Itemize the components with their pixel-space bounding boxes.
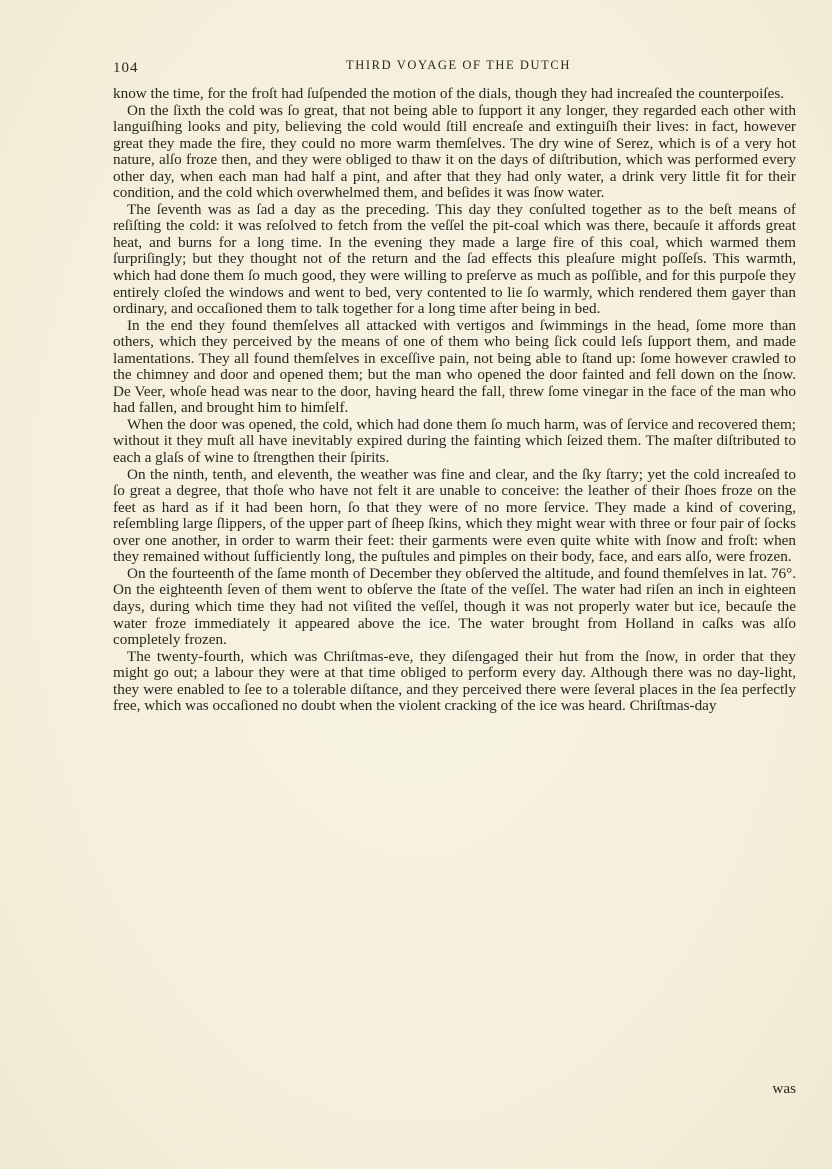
paragraph: The twenty-fourth, which was Chriſtmas-eve, they diſengaged their hut from the ſnow, in order that they might go out; a labour they were at that time obliged to perform every day. Although there was no day-light, they were enabled to ſee to a tolerable diſtance, and they perceived there were ſeveral places in the ſea perfectly free, which was occaſioned no doubt when the violent cracking of the ice was heard. Chriſtmas-day (113, 647, 796, 715)
paragraph: know the time, for the froſt had ſuſpended the motion of the dials, though they had increaſed the counterpoiſes. (113, 85, 785, 102)
paragraph: On the ninth, tenth, and eleventh, the weather was fine and clear, and the ſky ſtarry; yet the cold increaſed to ſo great a degree, that thoſe who have not felt it are unable to conceive: the leather of their ſhoes froze on the feet as hard as if it had been horn, ſo that they were of no more ſervice. They made a kind of covering, reſembling large ſlippers, of the upper part of ſheep ſkins, which they might wear with three or four pair of ſocks over one another, in order to warm their feet: their garments were even quite white with ſnow and froſt: when they remained without ſufficiently long, the puſtules and pimples on their body, face, and ears alſo, were frozen. (113, 465, 796, 566)
paragraph: In the end they found themſelves all attacked with vertigos and ſwimmings in the head, ſome more than others, which they perceived by the means of one of them who being ſick could leſs ſupport them, and made lamentations. They all found themſelves in exceſſive pain, not being able to ſtand up: ſome however crawled to the chimney and door and opened them; but the man who opened the door fainted and fell down on the ſnow. De Veer, whoſe head was near to the door, having heard the fall, threw ſome vinegar in the face of the man who had fallen, and brought him to himſelf. (113, 316, 796, 417)
paragraph: On the fourteenth of the ſame month of December they obſerved the altitude, and found themſelves in lat. 76°. On the eighteenth ſeven of them went to obſerve the ſtate of the veſſel. The water had riſen an inch in eighteen days, during which time they had not viſited the veſſel, though it was not properly water but ice, becauſe the water froze immediately it appeared above the ice. The water brought from Holland in caſks was alſo completely frozen. (113, 564, 796, 649)
paragraph: The ſeventh was as ſad a day as the preceding. This day they conſulted together as to the beſt means of reſiſting the cold: it was reſolved to fetch from the veſſel the pit-coal which was there, becauſe it affords great heat, and burns for a long time. In the evening they made a large fire of this coal, which warmed them ſurpriſingly; but they thought not of the return and the ſad effects this pleaſure might poſſeſs. This warmth, which had done them ſo much good, they were willing to preſerve as much as poſſible, and for this purpoſe they entirely cloſed the windows and went to bed, very contented to lie ſo warmly, which rendered them gayer than ordinary, and occaſioned them to talk together for a long time after being in bed. (113, 200, 796, 318)
paragraph: On the ſixth the cold was ſo great, that not being able to ſupport it any longer, they regarded each other with languiſhing looks and pity, believing the cold would ſtill encreaſe and extinguiſh their lives: in fact, however great they made the fire, they could no more warm themſelves. The dry wine of Serez, which is of a very hot nature, alſo froze then, and they were obliged to thaw it on the days of diſtribution, which was performed every other day, when each man had half a pint, and after that they had only water, a drink very little fit for their condition, and the cold which overwhelmed them, and beſides it was ſnow water. (113, 101, 796, 202)
paragraph: When the door was opened, the cold, which had done them ſo much harm, was of ſervice and recovered them; without it they muſt all have inevitably expired during the fainting which ſeized them. The maſter diſtributed to each a glaſs of wine to ſtrengthen their ſpirits. (113, 415, 796, 467)
catchword: was (772, 1080, 796, 1097)
body-text (113, 86, 796, 715)
page-number: 104 (113, 60, 139, 76)
running-head (113, 58, 796, 80)
running-head-title: THIRD VOYAGE OF THE DUTCH (346, 58, 571, 72)
